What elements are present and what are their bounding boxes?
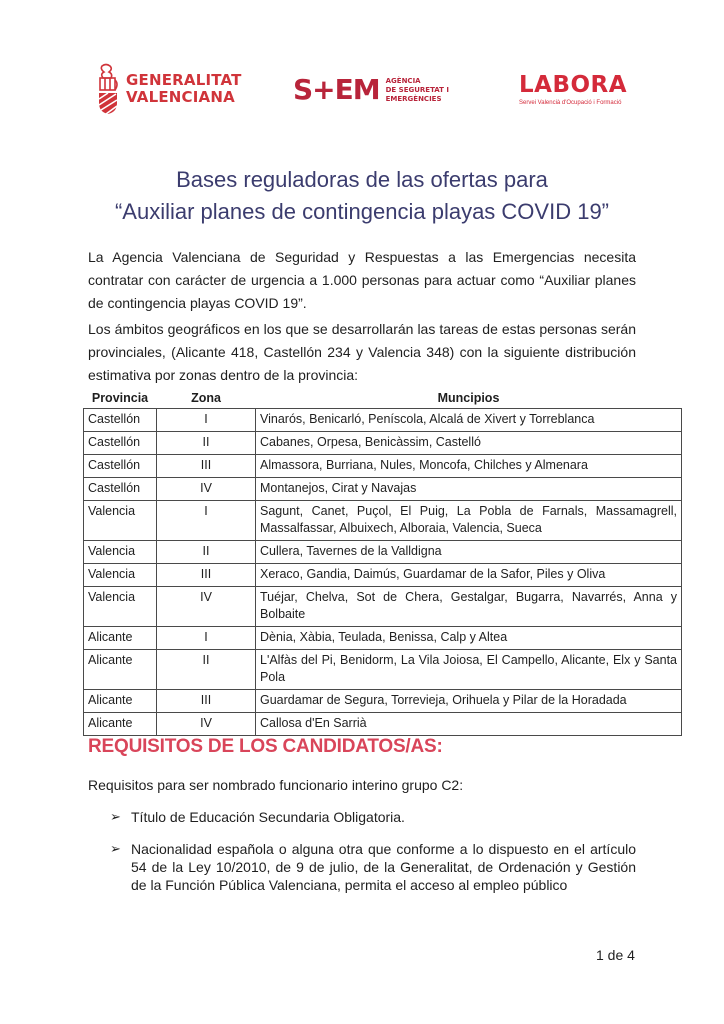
coat-of-arms-icon <box>96 63 120 115</box>
cell-municipios: Callosa d'En Sarrià <box>256 712 682 735</box>
cell-zona: IV <box>157 477 256 500</box>
arrow-bullet-icon: ➢ <box>110 841 121 856</box>
gva-line2: VALENCIANA <box>126 88 235 106</box>
cell-provincia: Valencia <box>84 563 157 586</box>
labora-mark: LABORA <box>519 72 628 98</box>
cell-zona: I <box>157 500 256 540</box>
sem-logo <box>293 75 449 105</box>
requirements-list <box>110 808 636 908</box>
cell-municipios: L'Alfàs del Pi, Benidorm, La Vila Joiosa, El Campello, Alicante, Elx y Santa Pola <box>256 649 682 689</box>
cell-municipios: Cabanes, Orpesa, Benicàssim, Castelló <box>256 431 682 454</box>
labora-logo <box>519 72 627 107</box>
table-row <box>84 408 682 431</box>
table-row <box>84 477 682 500</box>
cell-municipios: Cullera, Tavernes de la Valldigna <box>256 540 682 563</box>
header-logos <box>0 60 724 120</box>
table-header-row <box>84 389 682 408</box>
cell-zona: IV <box>157 586 256 626</box>
table-row <box>84 586 682 626</box>
header-zona: Zona <box>191 391 221 406</box>
table-row <box>84 454 682 477</box>
requirement-text: Título de Educación Secundaria Obligatoria. <box>131 809 405 825</box>
cell-provincia: Castellón <box>84 477 157 500</box>
cell-municipios: Montanejos, Cirat y Navajas <box>256 477 682 500</box>
cell-municipios: Almassora, Burriana, Nules, Moncofa, Chilches y Almenara <box>256 454 682 477</box>
cell-zona: III <box>157 689 256 712</box>
cell-municipios: Guardamar de Segura, Torrevieja, Orihuela y Pilar de la Horadada <box>256 689 682 712</box>
cell-municipios: Sagunt, Canet, Puçol, El Puig, La Pobla de Farnals, Massamagrell, Massalfassar, Albuixech, Alboraia, Valencia, Sueca <box>256 500 682 540</box>
table-row <box>84 712 682 735</box>
gva-line1: GENERALITAT <box>126 71 242 89</box>
zones-table <box>83 389 682 736</box>
table-row <box>84 649 682 689</box>
table-row <box>84 626 682 649</box>
page-number: 1 de 4 <box>596 947 635 963</box>
cell-zona: IV <box>157 712 256 735</box>
cell-municipios: Vinarós, Benicarló, Peníscola, Alcalá de Xivert y Torreblanca <box>256 408 682 431</box>
table-row <box>84 689 682 712</box>
title-line2: “Auxiliar planes de contingencia playas COVID 19” <box>114 199 610 224</box>
table-row <box>84 563 682 586</box>
sem-line3: EMERGÈNCIES <box>385 94 442 103</box>
labora-tagline: Servei Valencià d'Ocupació i Formació <box>519 100 622 106</box>
cell-provincia: Castellón <box>84 431 157 454</box>
cell-municipios: Tuéjar, Chelva, Sot de Chera, Gestalgar, Bugarra, Navarrés, Anna y Bolbaite <box>256 586 682 626</box>
cell-provincia: Castellón <box>84 454 157 477</box>
arrow-bullet-icon: ➢ <box>110 809 121 824</box>
scope-paragraph: Los ámbitos geográficos en los que se desarrollarán las tareas de estas personas serán provinciales, (Alicante 418, Castellón 234 y Valencia 348) con la siguiente distribución estimativa por zonas dentro de la provincia: <box>88 321 636 383</box>
generalitat-valenciana-logo <box>96 63 242 115</box>
cell-zona: II <box>157 540 256 563</box>
requirements-heading: REQUISITOS DE LOS CANDIDATOS/AS: <box>88 736 443 757</box>
header-municipios: Muncipios <box>437 391 500 406</box>
cell-provincia: Alicante <box>84 649 157 689</box>
table-row <box>84 500 682 540</box>
cell-provincia: Castellón <box>84 408 157 431</box>
table-row <box>84 431 682 454</box>
cell-provincia: Valencia <box>84 500 157 540</box>
cell-zona: III <box>157 563 256 586</box>
cell-provincia: Alicante <box>84 712 157 735</box>
requirement-item <box>110 808 636 826</box>
cell-municipios: Xeraco, Gandia, Daimús, Guardamar de la Safor, Piles y Oliva <box>256 563 682 586</box>
header-provincia: Provincia <box>91 391 149 406</box>
cell-provincia: Valencia <box>84 540 157 563</box>
cell-provincia: Alicante <box>84 689 157 712</box>
sem-line2: DE SEGURETAT I <box>385 85 450 94</box>
cell-provincia: Alicante <box>84 626 157 649</box>
requirement-item <box>110 840 636 894</box>
cell-zona: III <box>157 454 256 477</box>
document-title <box>0 164 724 228</box>
cell-zona: I <box>157 408 256 431</box>
intro-paragraph: La Agencia Valenciana de Seguridad y Respuestas a las Emergencias necesita contratar con carácter de urgencia a 1.000 personas para actuar como “Auxiliar planes de contingencia playas COVID 19”. <box>88 249 636 311</box>
cell-zona: II <box>157 649 256 689</box>
requirement-text: Nacionalidad española o alguna otra que conforme a lo dispuesto en el artículo 54 de la Ley 10/2010, de 9 de julio, de la Generalitat, de Ordenación y Gestión de la Función Pública Valenciana, permita el acceso al empleo público <box>131 841 636 893</box>
sem-mark: S+EM <box>293 73 380 106</box>
cell-municipios: Dènia, Xàbia, Teulada, Benissa, Calp y Altea <box>256 626 682 649</box>
title-line1: Bases reguladoras de las ofertas para <box>176 167 548 192</box>
table-row <box>84 540 682 563</box>
requirements-intro: Requisitos para ser nombrado funcionario interino grupo C2: <box>88 777 464 793</box>
cell-zona: II <box>157 431 256 454</box>
cell-zona: I <box>157 626 256 649</box>
cell-provincia: Valencia <box>84 586 157 626</box>
sem-line1: AGÈNCIA <box>385 76 421 85</box>
